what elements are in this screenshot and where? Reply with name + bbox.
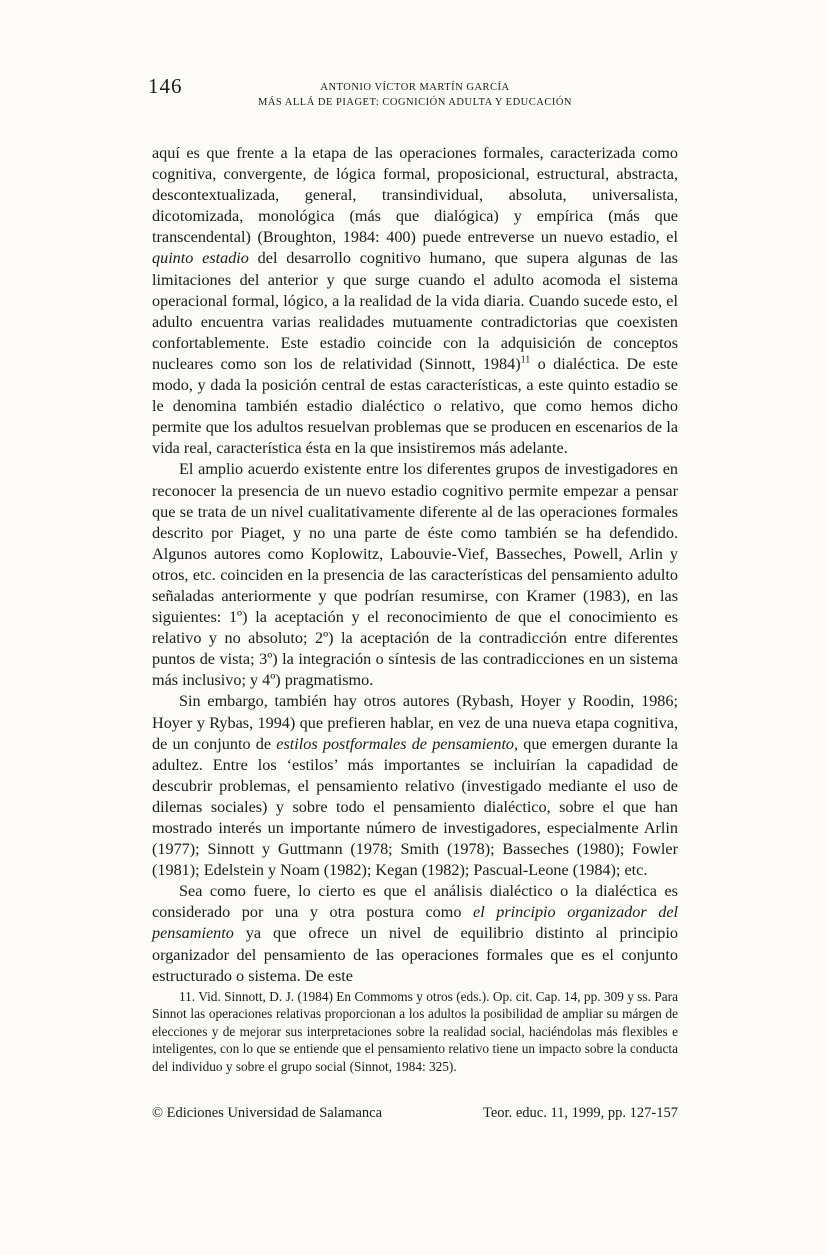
footnote-11: 11. Vid. Sinnott, D. J. (1984) En Commoms y otros (eds.). Op. cit. Cap. 14, pp. 309 y ss. Para Sinnot las operaciones relativas proporcionan a los adultos la posibilidad de ampliar su márgen de elecciones y de mejorar sus interpretaciones sobre la realidad social, haciéndolas más flexibles e inteligentes, con lo que se entiende que el pensamiento relativo tiene un impacto sobre la conducta del individuo y sobre el grupo social (Sinnot, 1984: 325). (152, 989, 678, 1074)
text-run: Sea como fuere, lo cierto es que el análisis dialéctico o la dialéctica es considerado por una y otra postura como (152, 882, 678, 922)
text-run: o dialéctica. De este modo, y dada la posición central de estas características, a este quinto estadio se le denomina también estadio dialéctico o relativo, que como hemos dicho permite que los adultos resuelvan problemas que se producen en escenarios de la vida real, característica ésta en la que insistiremos más adelante. (152, 354, 678, 458)
running-head-title: MÁS ALLÁ DE PIAGET: COGNICIÓN ADULTA Y EDUCACIÓN (257, 97, 572, 108)
body-paragraph-4 (152, 881, 678, 986)
running-head-author: ANTONIO VÍCTOR MARTÍN GARCÍA (320, 82, 510, 93)
page-footer (152, 1105, 678, 1122)
text-run: Sin embargo, también hay otros autores (Rybash, Hoyer y Roodin, 1986; Hoyer y Rybas, 1994) que prefieren hablar, en vez de una nueva etapa cognitiva, de un conjunto de (152, 692, 678, 753)
italic-phrase: el principio organizador del pensamiento (152, 903, 678, 943)
text-run: que emergen durante la adultez. Entre los ‘estilos’ más importantes se incluirían la capadidad de descubrir problemas, el pensamiento relativo (investigado mediante el uso de dilemas sociales) y sobre todo el pensamiento dialéctico, sobre el que han mostrado interés un importante número de investigadores, especialmente Arlin (1977); Sinnott y Guttmann (1978; Smith (1978); Basseches (1980); Fowler (1981); Edelstein y Noam (1982); Kegan (1982); Pascual-Leone (1984); etc. (152, 734, 678, 880)
body-paragraph-1 (152, 143, 678, 459)
footer-publisher: © Ediciones Universidad de Salamanca (152, 1105, 383, 1121)
text-run: aquí es que frente a la etapa de las operaciones formales, caracterizada como cognitiva, convergente, de lógica formal, proposicional, estructural, abstracta, descontextualizada, general, transindividual, absoluta, universalista, dicotomizada, monológica (más que dialógica) y empírica (más que transcendental) (Broughton, 1984: 400) puede entreverse un nuevo estadio, el (152, 144, 678, 247)
page-number: 146 (148, 74, 183, 98)
body-paragraph-2 (152, 459, 678, 691)
text-run: del desarrollo cognitivo humano, que supera algunas de las limitaciones del anterior y que surge cuando el adulto acomoda el sistema operacional formal, lógico, a la realidad de la vida diaria. Cuando sucede esto, el adulto encuentra varias realidades mutuamente contradictorias que coexisten confortablemente. Este estadio coincide con la adquisición de conceptos nucleares como son los de relatividad (Sinnott, 1984) (152, 249, 678, 373)
body-paragraph-3 (152, 691, 678, 881)
body-text (152, 143, 678, 987)
footer-journal-reference: Teor. educ. 11, 1999, pp. 127-157 (483, 1105, 678, 1121)
running-head (152, 80, 678, 110)
italic-phrase: quinto estadio (152, 249, 249, 268)
text-run: El amplio acuerdo existente entre los diferentes grupos de investigadores en reconocer la presencia de un nuevo estadio cognitivo permite empezar a pensar que se trata de un nivel cualitativamente diferente al de las operaciones formales descrito por Piaget, y no una parte de éste como también se ha defendido. Algunos autores como Koplowitz, Labouvie-Vief, Basseches, Powell, Arlin y otros, etc. coinciden en la presencia de las características del pensamiento adulto señaladas anteriormente y que podrían resumirse, con Kramer (1983), en las siguientes: 1º) la aceptación y el reconocimiento de que el conocimiento es relativo y no absoluto; 2º) la aceptación de la contradicción entre diferentes puntos de vista; 3º) la integración o síntesis de las contradicciones en un sistema más inclusivo; y 4º) pragmatismo. (152, 460, 678, 690)
text-run: ya que ofrece un nivel de equilibrio distinto al principio organizador del pensamiento de las operaciones formales que es el conjunto estructurado o sistema. De este (152, 924, 678, 985)
footnote-reference: 11 (520, 354, 531, 366)
italic-phrase: estilos postformales de pensamiento, (276, 734, 519, 753)
